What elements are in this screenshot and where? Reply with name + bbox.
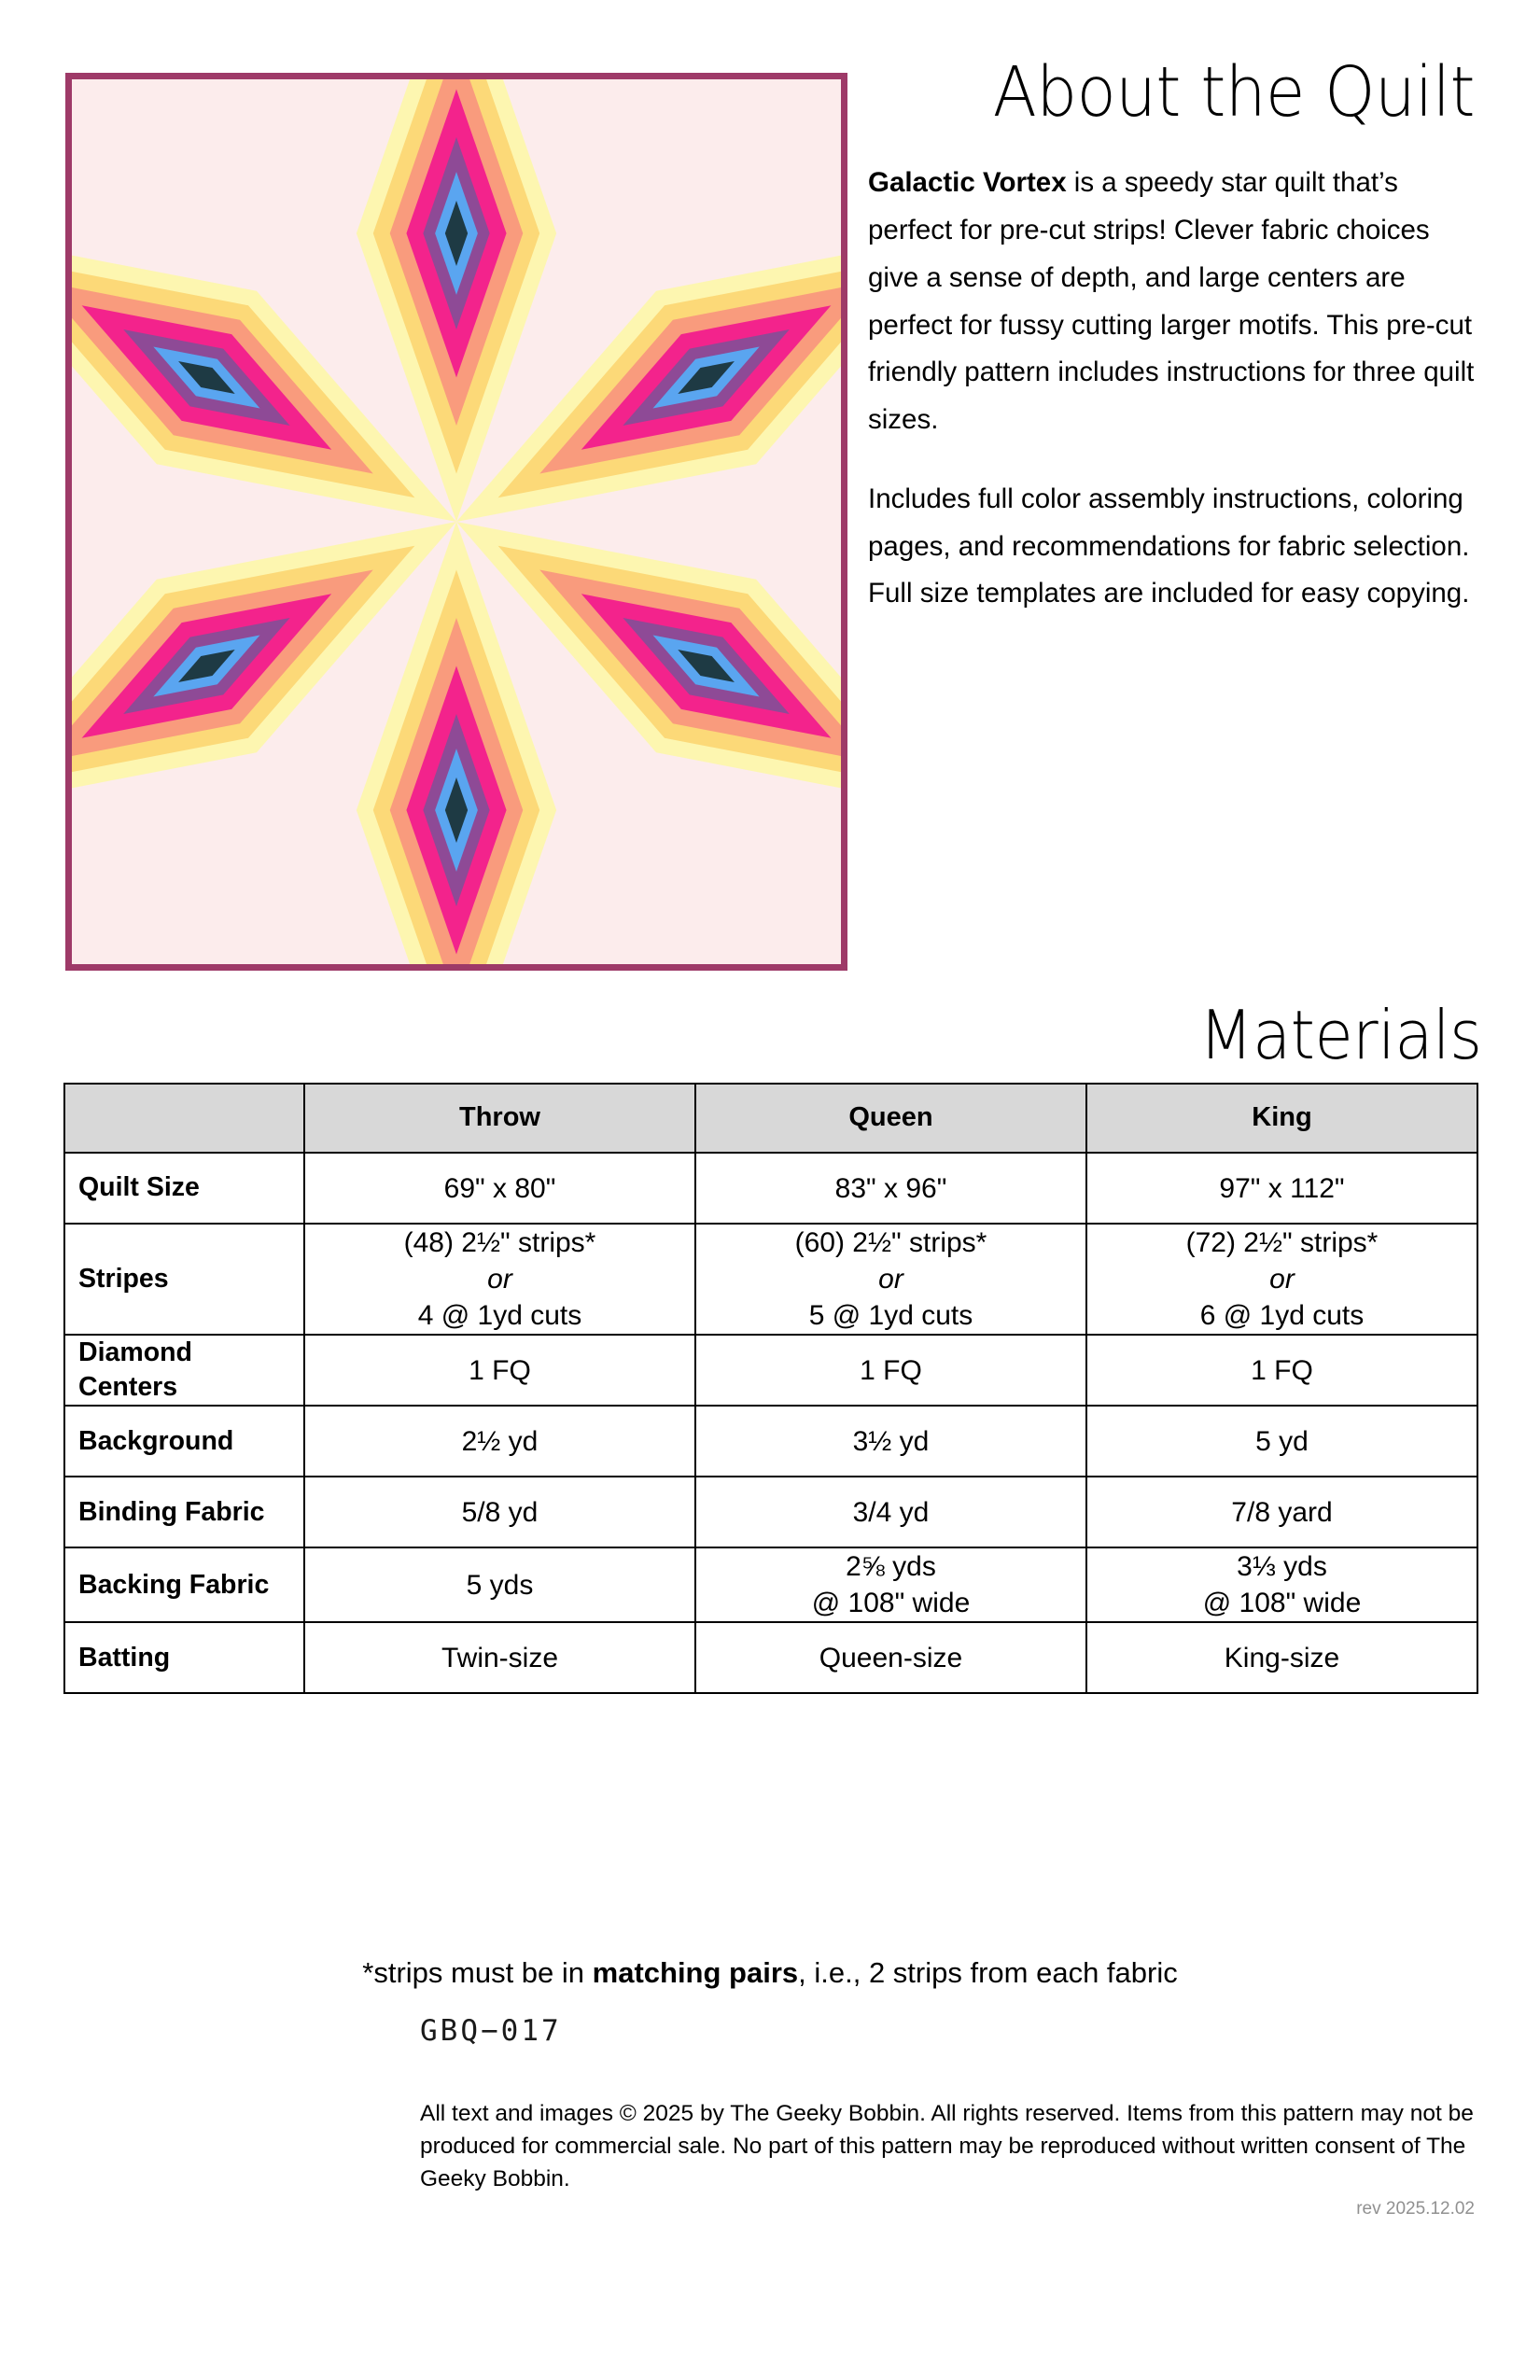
footnote-bold: matching pairs xyxy=(592,1956,799,1989)
cell-line: 69" x 80" xyxy=(443,1172,556,1204)
column-header-throw: Throw xyxy=(304,1084,695,1153)
cell-line: or xyxy=(487,1264,512,1295)
table-cell xyxy=(1086,1335,1477,1406)
table-row xyxy=(64,1622,1477,1693)
table-row xyxy=(64,1335,1477,1406)
cell-line: 4 @ 1yd cuts xyxy=(417,1300,582,1331)
table-cell xyxy=(1086,1622,1477,1693)
cell-line: (48) 2½" strips* xyxy=(403,1227,596,1258)
table-cell xyxy=(695,1406,1086,1477)
cell-line: 5 @ 1yd cuts xyxy=(808,1300,973,1331)
materials-title: Materials xyxy=(1199,996,1482,1074)
column-header-queen: Queen xyxy=(695,1084,1086,1153)
strips-footnote xyxy=(63,1955,1477,1990)
cell-line: Twin-size xyxy=(441,1642,559,1673)
table-header-row xyxy=(64,1084,1477,1153)
table-row xyxy=(64,1547,1477,1622)
cell-line: (60) 2½" strips* xyxy=(794,1227,987,1258)
row-label: Diamond Centers xyxy=(64,1335,304,1406)
table-cell xyxy=(304,1622,695,1693)
cell-line: (72) 2½" strips* xyxy=(1185,1227,1379,1258)
cell-line: 2½ yd xyxy=(461,1425,539,1457)
cell-line: 7/8 yard xyxy=(1231,1496,1333,1528)
about-title: About the Quilt xyxy=(992,52,1475,133)
column-header-king: King xyxy=(1086,1084,1477,1153)
table-corner-cell xyxy=(64,1084,304,1153)
copyright-text: All text and images © 2025 by The Geeky Bobbin. All rights reserved. Items from this pattern may not be produced for commercial sale. No part of this pattern may be reproduced without written consent of The Geeky Bobbin. xyxy=(420,2101,1474,2191)
table-cell xyxy=(1086,1224,1477,1335)
cell-line: 3⅓ yds xyxy=(1237,1551,1327,1583)
cell-line: 1 FQ xyxy=(860,1354,922,1386)
materials-table xyxy=(63,1083,1478,1694)
cell-line: 3½ yd xyxy=(852,1425,930,1457)
table-cell xyxy=(1086,1547,1477,1622)
row-label: Background xyxy=(64,1406,304,1477)
pattern-code: GBQ−017 xyxy=(420,2014,562,2048)
table-cell xyxy=(1086,1477,1477,1547)
cell-line: @ 108" wide xyxy=(1202,1588,1362,1619)
about-section xyxy=(868,52,1475,618)
materials-table-body xyxy=(64,1153,1477,1693)
footnote-before: *strips must be in xyxy=(362,1956,593,1989)
cell-line: Queen-size xyxy=(819,1642,963,1673)
table-cell xyxy=(695,1335,1086,1406)
table-cell xyxy=(304,1335,695,1406)
revision-stamp: rev 2025.12.02 xyxy=(1356,2199,1475,2219)
table-cell xyxy=(695,1622,1086,1693)
table-cell xyxy=(695,1547,1086,1622)
table-row xyxy=(64,1224,1477,1335)
table-cell xyxy=(1086,1153,1477,1224)
cell-line: 3/4 yd xyxy=(852,1496,930,1528)
table-cell xyxy=(695,1224,1086,1335)
footnote-after: , i.e., 2 strips from each fabric xyxy=(798,1956,1178,1989)
about-paragraph-1 xyxy=(868,160,1475,443)
cell-line: 1 FQ xyxy=(469,1354,531,1386)
table-row xyxy=(64,1153,1477,1224)
quilt-preview-image xyxy=(65,73,847,971)
table-cell xyxy=(304,1547,695,1622)
about-paragraph-2: Includes full color assembly instructions, coloring pages, and recommendations for fabric selection. Full size templates are included for easy copying. xyxy=(868,483,1470,609)
table-cell xyxy=(1086,1406,1477,1477)
cell-line: @ 108" wide xyxy=(811,1588,971,1619)
cell-line: 97" x 112" xyxy=(1219,1172,1345,1204)
row-label: Batting xyxy=(64,1622,304,1693)
cell-line: 5 yd xyxy=(1255,1425,1309,1457)
cell-line: or xyxy=(878,1264,903,1295)
table-cell xyxy=(304,1477,695,1547)
cell-line: 5/8 yd xyxy=(461,1496,539,1528)
cell-line: 2⅝ yds xyxy=(846,1551,936,1583)
table-cell xyxy=(695,1477,1086,1547)
row-label: Quilt Size xyxy=(64,1153,304,1224)
table-row xyxy=(64,1406,1477,1477)
cell-line: 1 FQ xyxy=(1251,1354,1313,1386)
cell-line: or xyxy=(1269,1264,1295,1295)
cell-line: 83" x 96" xyxy=(834,1172,947,1204)
table-cell xyxy=(304,1224,695,1335)
row-label: Backing Fabric xyxy=(64,1547,304,1622)
table-cell xyxy=(695,1153,1086,1224)
table-cell xyxy=(304,1406,695,1477)
table-row xyxy=(64,1477,1477,1547)
quilt-name: Galactic Vortex xyxy=(868,167,1067,199)
table-cell xyxy=(304,1153,695,1224)
copyright-block xyxy=(420,2098,1475,2219)
row-label: Stripes xyxy=(64,1224,304,1335)
cell-line: King-size xyxy=(1224,1642,1340,1673)
cell-line: 5 yds xyxy=(466,1569,534,1601)
cell-line: 6 @ 1yd cuts xyxy=(1199,1300,1365,1331)
row-label: Binding Fabric xyxy=(64,1477,304,1547)
materials-table-head xyxy=(64,1084,1477,1153)
about-paragraph-1-rest: is a speedy star quilt that’s perfect for pre-cut strips! Clever fabric choices give a sense of depth, and large centers are perfect for fussy cutting larger motifs. This pre-cut friendly pattern includes instructions for three quilt sizes. xyxy=(868,167,1475,436)
quilt-star-artwork xyxy=(72,79,841,964)
